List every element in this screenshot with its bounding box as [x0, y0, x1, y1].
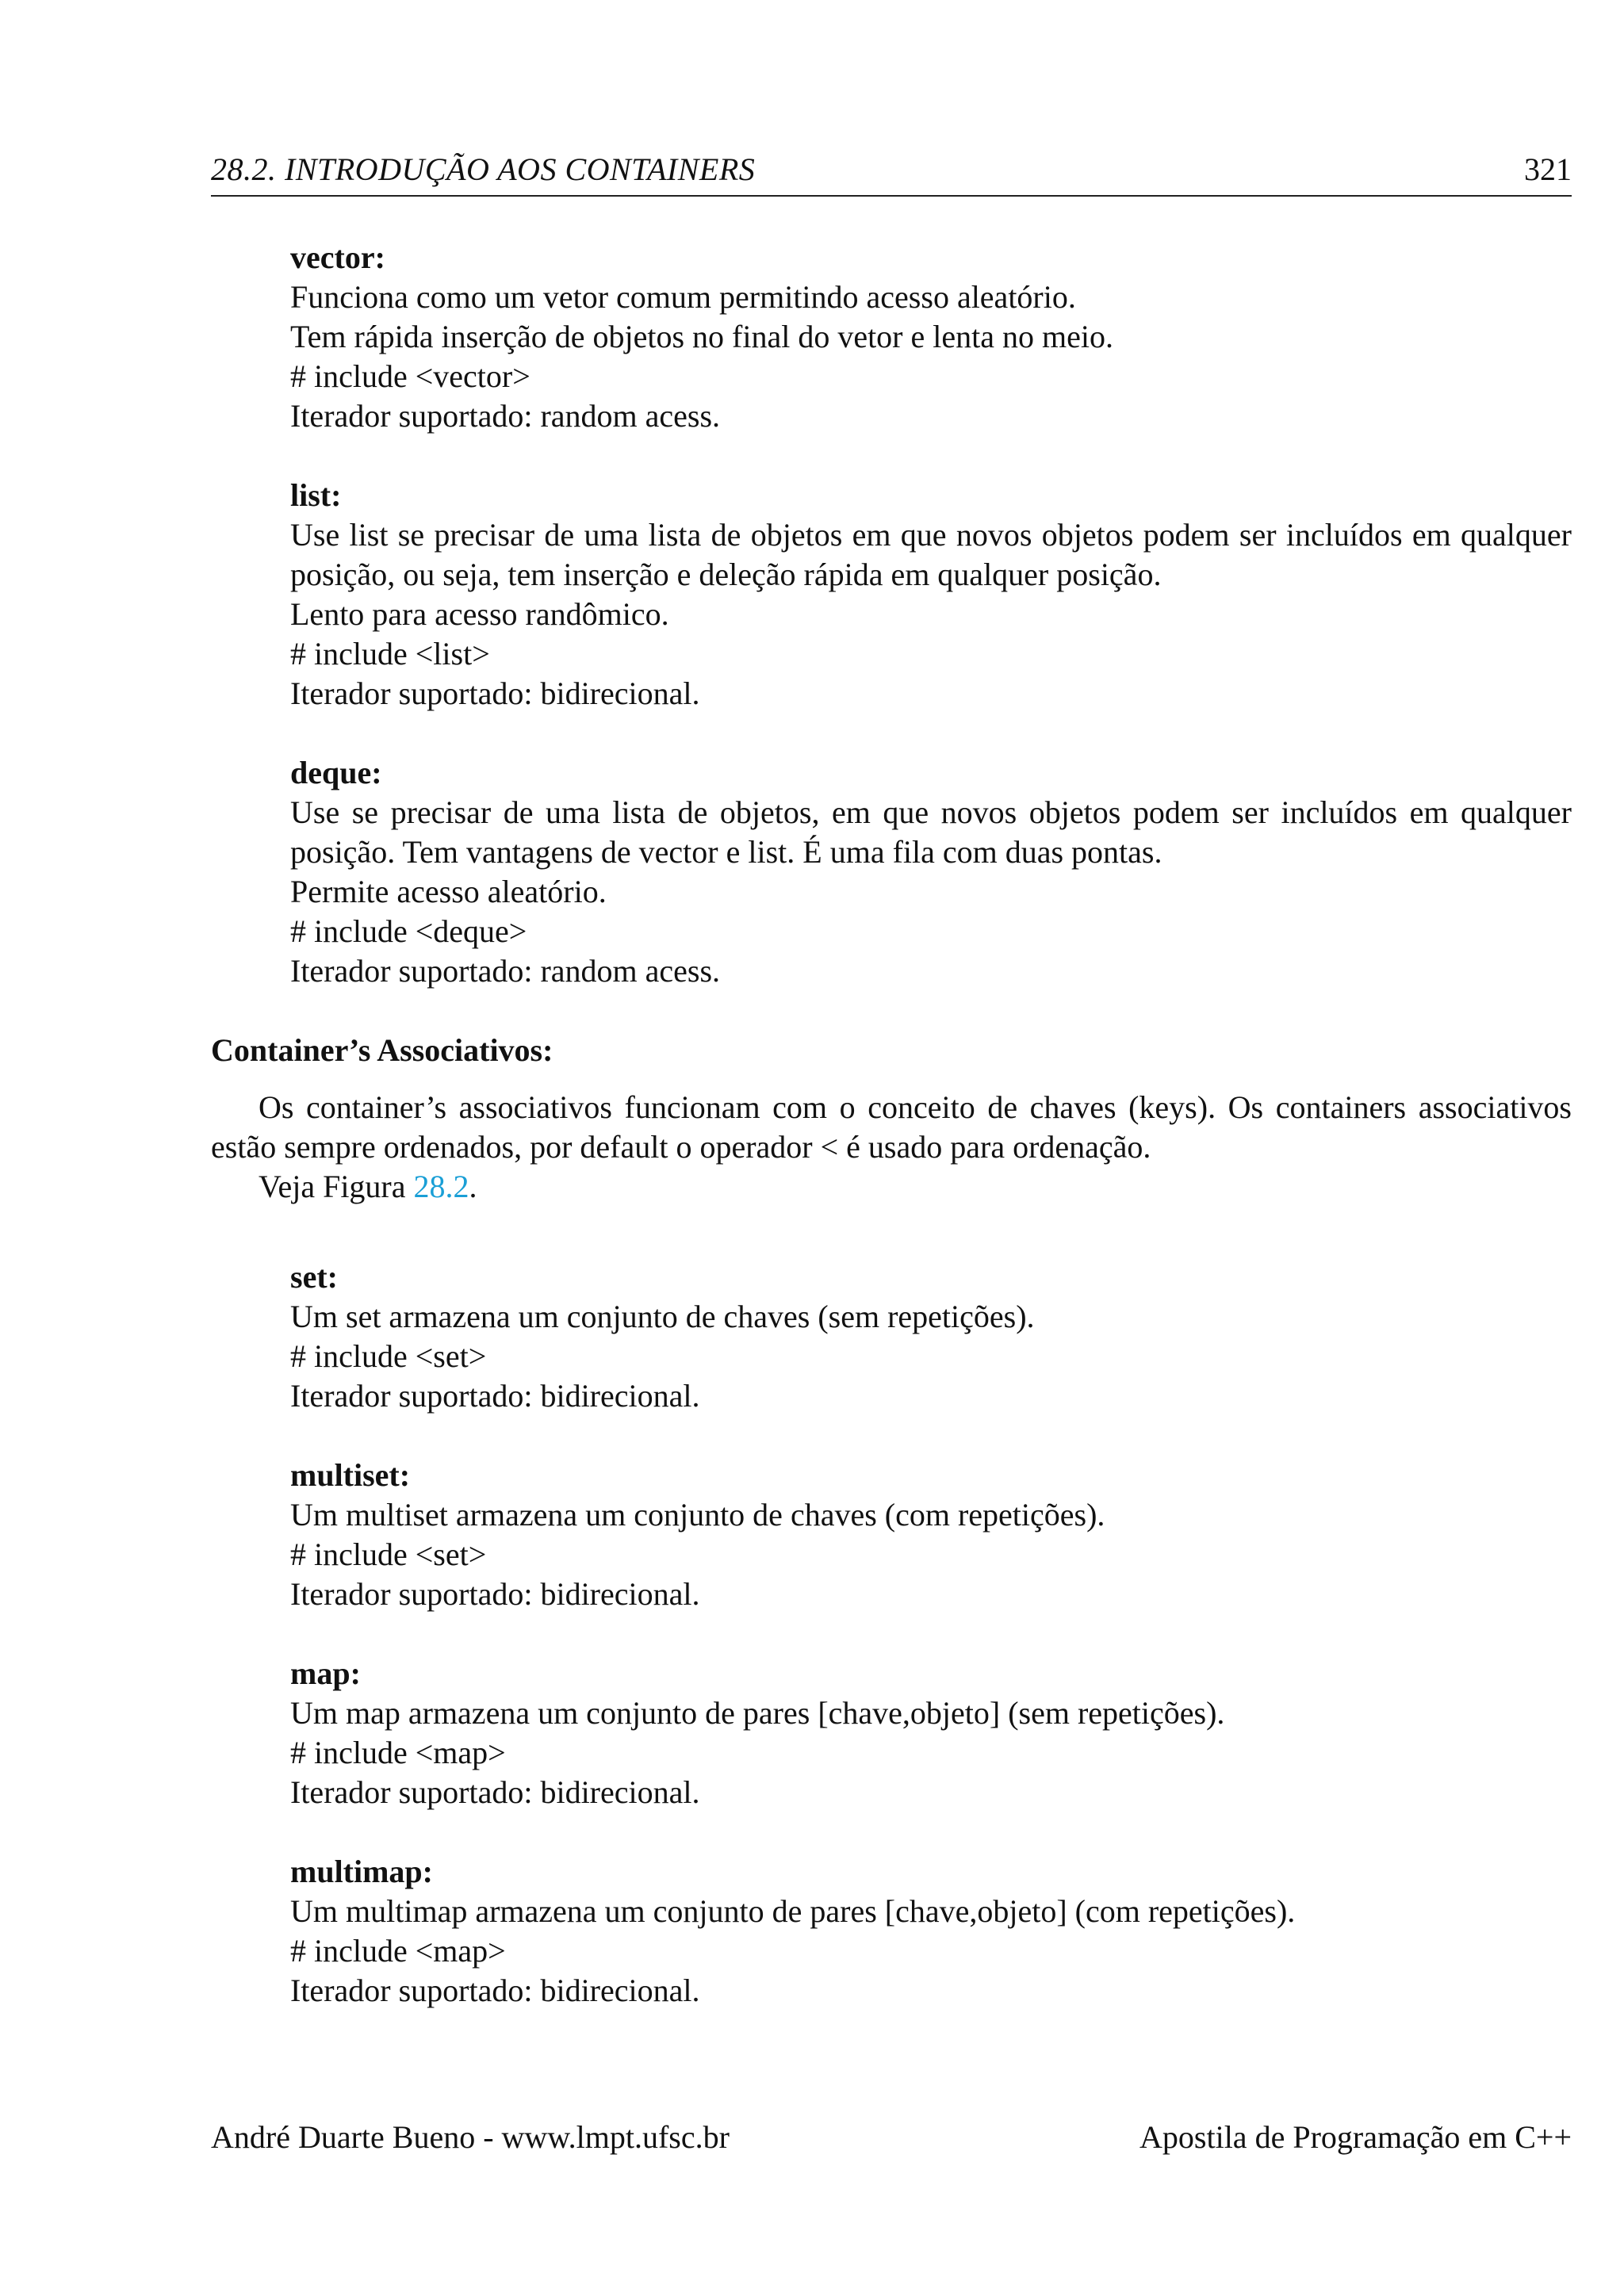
- entry-line: Iterador suportado: bidirecional.: [290, 675, 700, 711]
- entry-line: Lento para acesso randômico.: [290, 596, 669, 632]
- entry-term: multiset:: [290, 1457, 411, 1493]
- entry-list: [290, 476, 1572, 714]
- entry-vector: [290, 238, 1572, 436]
- entry-multimap: [290, 1852, 1572, 2011]
- entry-line: Um multimap armazena um conjunto de pares [chave,objeto] (com repetições).: [290, 1893, 1296, 1929]
- entry-line: # include <set>: [290, 1536, 487, 1572]
- entry-line: Use list se precisar de uma lista de objetos em que novos objetos podem ser incluídos em qualquer posição, ou seja, tem inserção e deleção rápida em qualquer posição.: [290, 517, 1572, 592]
- footer-book-title: Apostila de Programação em C++: [1139, 2119, 1572, 2155]
- entry-term: set:: [290, 1259, 338, 1295]
- entry-multiset: [290, 1456, 1572, 1614]
- entry-term: list:: [290, 477, 342, 513]
- entry-line: Iterador suportado: bidirecional.: [290, 1774, 700, 1810]
- associative-container-list: [211, 1257, 1572, 2011]
- page-number: 321: [1524, 151, 1572, 187]
- document-page: [211, 0, 1572, 2296]
- entry-line: Iterador suportado: bidirecional.: [290, 1378, 700, 1414]
- entry-line: # include <deque>: [290, 913, 527, 949]
- entry-line: # include <list>: [290, 636, 490, 672]
- entry-line: # include <map>: [290, 1933, 506, 1969]
- entry-line: Iterador suportado: random acess.: [290, 398, 721, 434]
- entry-term: deque:: [290, 755, 382, 790]
- running-title: 28.2. INTRODUÇÃO AOS CONTAINERS: [211, 151, 756, 187]
- section-paragraph: Os container’s associativos funcionam com o conceito de chaves (keys). Os containers associativos estão sempre ordenados, por default o operador < é usado para ordenação.: [211, 1089, 1572, 1165]
- entry-line: Iterador suportado: random acess.: [290, 953, 721, 989]
- entry-term: multimap:: [290, 1854, 433, 1889]
- entry-set: [290, 1257, 1572, 1416]
- entry-term: map:: [290, 1655, 361, 1691]
- figure-suffix: .: [469, 1169, 477, 1204]
- page-header: [211, 151, 1572, 197]
- entry-term: vector:: [290, 239, 385, 275]
- entry-line: Use se precisar de uma lista de objetos, em que novos objetos podem ser incluídos em qualquer posição. Tem vantagens de vector e list. É uma fila com duas pontas.: [290, 794, 1572, 870]
- figure-reference-paragraph: [211, 1167, 1572, 1207]
- section-heading: Container’s Associativos:: [211, 1032, 553, 1068]
- footer-author: André Duarte Bueno - www.lmpt.ufsc.br: [211, 2119, 730, 2155]
- entry-line: Um map armazena um conjunto de pares [chave,objeto] (sem repetições).: [290, 1695, 1225, 1731]
- entry-line: Um set armazena um conjunto de chaves (sem repetições).: [290, 1299, 1035, 1334]
- entry-line: Iterador suportado: bidirecional.: [290, 1973, 700, 2008]
- entry-line: Funciona como um vetor comum permitindo acesso aleatório.: [290, 279, 1076, 315]
- entry-line: Um multiset armazena um conjunto de chaves (com repetições).: [290, 1497, 1105, 1533]
- figure-prefix: Veja Figura: [259, 1169, 414, 1204]
- entry-line: Tem rápida inserção de objetos no final do vetor e lenta no meio.: [290, 319, 1113, 354]
- entry-line: # include <set>: [290, 1338, 487, 1374]
- entry-line: Iterador suportado: bidirecional.: [290, 1576, 700, 1612]
- entry-deque: [290, 753, 1572, 991]
- entry-line: # include <vector>: [290, 358, 530, 394]
- main-content: [211, 238, 1572, 2050]
- entry-line: # include <map>: [290, 1735, 506, 1770]
- entry-map: [290, 1654, 1572, 1812]
- figure-link[interactable]: 28.2: [413, 1169, 469, 1204]
- entry-line: Permite acesso aleatório.: [290, 874, 607, 909]
